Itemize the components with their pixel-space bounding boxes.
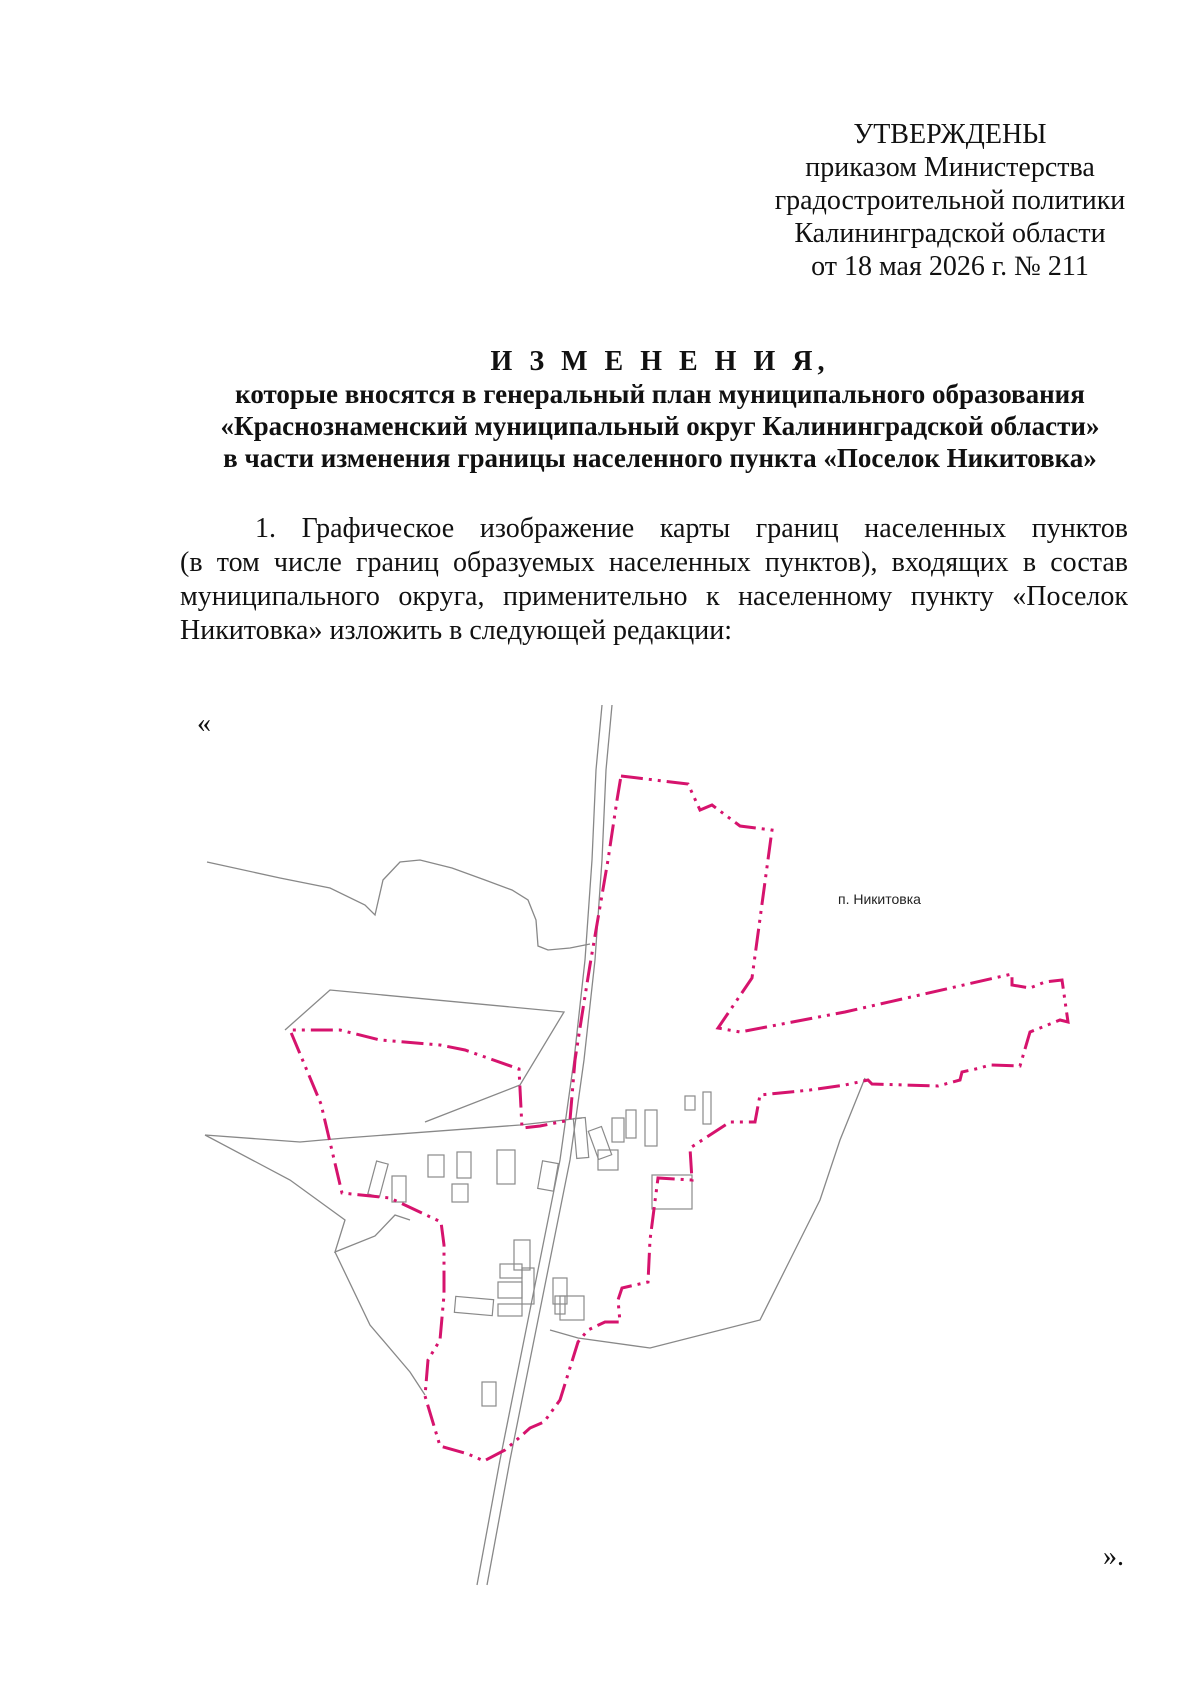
boundary-path <box>290 776 1068 1461</box>
building <box>685 1096 695 1110</box>
building <box>626 1110 636 1138</box>
building <box>457 1152 471 1178</box>
approval-region-line: Калининградской области <box>794 218 1106 249</box>
stream-line <box>207 860 590 950</box>
map-background-lines <box>205 705 865 1585</box>
building <box>392 1176 406 1202</box>
building <box>612 1118 624 1142</box>
building <box>368 1161 388 1197</box>
approval-heading: УТВЕРЖДЕНЫ <box>853 119 1047 150</box>
approval-ministry-line: градостроительной политики <box>774 185 1126 216</box>
title-line-2: «Краснознаменский муниципальный округ Калининградской области» <box>220 411 1100 441</box>
map-buildings <box>368 1092 711 1406</box>
building <box>497 1150 515 1184</box>
paragraph-line-2: (в том числе границ образуемых населенных пунктов), входящих в состав <box>180 547 1128 578</box>
building <box>560 1296 584 1320</box>
paragraph-line-1: 1. Графическое изображение карты границ населенных пунктов <box>255 513 1128 544</box>
building <box>645 1110 657 1146</box>
field-line-southwest <box>335 1252 425 1395</box>
building <box>428 1155 444 1177</box>
field-line-west <box>205 1118 582 1142</box>
building <box>498 1304 522 1316</box>
title-heading: И З М Е Н Е Н И Я, <box>490 346 830 377</box>
paragraph-line-4: Никитовка» изложить в следующей редакции: <box>180 615 733 646</box>
field-line-west-2 <box>205 1135 410 1252</box>
field-line-southeast <box>550 1078 865 1348</box>
road-line-left <box>477 705 602 1585</box>
building <box>500 1264 522 1278</box>
title-line-1: которые вносятся в генеральный план муниципального образования <box>235 379 1085 409</box>
settlement-boundary <box>290 776 1068 1461</box>
building <box>498 1282 522 1298</box>
building <box>588 1127 611 1160</box>
settlement-label: п. Никитовка <box>838 891 921 907</box>
building <box>598 1150 618 1170</box>
building <box>703 1092 711 1124</box>
building <box>482 1382 496 1406</box>
paragraph-line-3: муниципального округа, применительно к населенному пункту «Поселок <box>180 581 1128 612</box>
title-line-3: в части изменения границы населенного пункта «Поселок Никитовка» <box>223 443 1097 473</box>
quote-open: « <box>197 708 211 739</box>
building <box>454 1296 493 1315</box>
building <box>452 1184 468 1202</box>
approval-date-line: от 18 мая 2026 г. № 211 <box>811 251 1089 282</box>
quote-close: ». <box>1103 1541 1124 1572</box>
approval-order-line: приказом Министерства <box>805 152 1095 183</box>
